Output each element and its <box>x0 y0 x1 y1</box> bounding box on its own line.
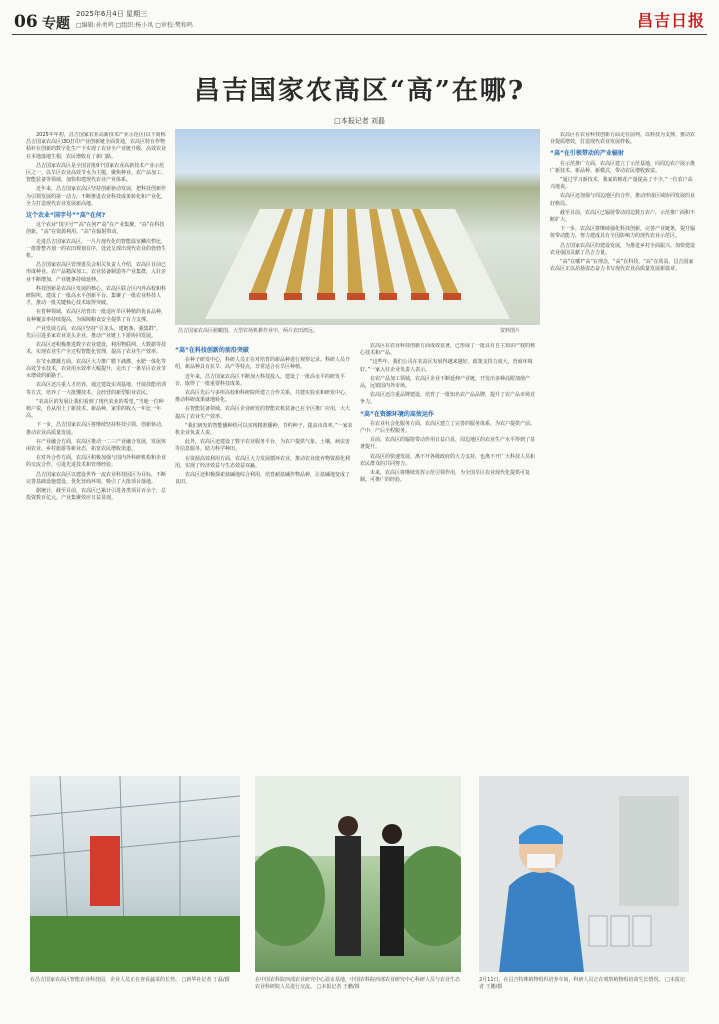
caption-text: 2月11日，在昌吉特殊植物组织培养车间，科研人员正在观察植物组培苗生长情况。 <box>479 977 664 983</box>
paragraph: 在资源高效利用方面，农高区大力发展循环农业，推动农业废弃物资源化利用，实现了经济效益与生态效益双赢。 <box>175 455 351 469</box>
paragraph: 在种子研发中心，科研人员正在对培育的新品种进行观察记录。科研人员介绍，新品种具有抗旱、高产等特点，非常适合在旱区种植。 <box>175 357 351 371</box>
paragraph: “通过学习新技术，我家的棉花产量提高了不少。”一位农户高兴地说。 <box>550 177 693 191</box>
subhead: “高”在资源环境的高效运作 <box>360 410 434 418</box>
paragraph: “农高区的发展让我们看到了现代农业的希望。”当地一位种植户说，自从用上了新技术、新品种，家里的收入一年比一年高。 <box>26 398 164 420</box>
paragraph: 在产业融合方面，农高区推动一二三产业融合发展，发展休闲农业、乡村旅游等新业态，拓宽农民增收渠道。 <box>26 438 166 452</box>
header-rule <box>12 34 707 35</box>
paragraph: 农高区的快速发展，离不开各级政府的大力支持，也离不开广大科技人员和农民群众的共同努力。 <box>360 453 536 467</box>
paragraph: 下一步，农高区将继续强化科技创新，完善产业链条，提升辐射带动能力，努力建成具有全国影响力的现代农业示范区。 <box>550 226 695 240</box>
paragraph: “我们研发的智能播种机可以实现精准播种，节约种子，提高出苗率。”一家农机企业负责人说。 <box>175 422 353 437</box>
page-number: 06 <box>14 12 38 32</box>
paragraph: 农高区还加强与周边地区的合作，推动形成区域协同发展的良好格局。 <box>550 193 695 207</box>
researchers-drawing <box>255 776 461 972</box>
paragraph: 截至目前，农高区已辐射带动周边数万农户，示范推广面积不断扩大。 <box>550 209 695 224</box>
paragraph: 农高区先后与多所高校和科研院所建立合作关系，共建实验室和研发中心，推动科研成果就地转化。 <box>175 390 351 404</box>
page-header <box>0 0 719 34</box>
paragraph: 农高区在农业科技创新方面走在前列，以科技为支撑，推动农业提质增效，打造现代农业发展样板。 <box>550 132 695 146</box>
paragraph: 在智能装备领域，农高区企业研发的智能农机装备已在全区推广应用，大大提高了农业生产效率。 <box>175 406 351 420</box>
lab-greenhouse-photo <box>255 776 461 972</box>
paragraph: 农高区还注重品牌建设，培育了一批知名农产品品牌，提升了农产品市场竞争力。 <box>360 392 536 406</box>
paragraph: 昌吉国家农高区以建设世界一流农业科技园区为目标，不断完善基础设施建设，优化营商环境，吸引了大批项目落地。 <box>26 471 166 485</box>
paragraph: 在农业社会化服务方面，农高区建立了完善的服务体系，为农户提供产前、产中、产后全程服务。 <box>360 420 536 435</box>
main-photo-credit: 资料图片 <box>500 328 521 334</box>
paragraph: 近年来，昌吉国家农高区不断加大科技投入，建设了一批高水平的研发平台，取得了一批重要科技成果。 <box>175 373 346 387</box>
paragraph: 走进昌吉国家农高区，一片片现代化的智能温室鳞次栉比，一排排整齐划一的农田规划有序，处处呈现出现代农业的勃勃生机。 <box>26 238 166 260</box>
paragraph: 近年来，昌吉国家农高区坚持创新驱动发展，把科技创新作为引领发展的第一动力，不断推进农业科技成果转化和产业化，全力打造现代农业发展新高地。 <box>26 186 166 207</box>
paragraph: 在对外合作方面，农高区积极加强与国内外科研机构和企业的交流合作，引进先进技术和管理经验。 <box>26 455 166 469</box>
article-title: 昌吉国家农高区“高”在哪? <box>193 76 526 106</box>
paragraph: “这些年，我们公司在农高区发展得越来越好，政策支持力度大，营商环境好。”一家入驻企业负责人表示。 <box>360 359 533 373</box>
paragraph: 农高区还积极探索盐碱地综合利用，培育耐盐碱作物品种，让盐碱地变成了良田。 <box>175 472 351 486</box>
caption-credit: □本报记者 王鹏/摄 <box>479 977 685 990</box>
article-column-5 <box>550 132 695 762</box>
farm-field-drawing <box>205 199 510 319</box>
article-column-3 <box>175 343 353 763</box>
article-column-4 <box>360 343 538 763</box>
greenhouse-photo <box>30 776 240 972</box>
paragraph: 下一步，昌吉国家农高区将继续坚持科技引领、创新驱动，推动农业高质量发展。 <box>26 422 166 436</box>
photo-caption-3 <box>479 977 689 991</box>
article-byline: □本报记者 刘磊 <box>334 117 385 125</box>
date-line: 2025年6月4日 星期三 <box>76 10 147 18</box>
paragraph: 在示范推广方面，农高区建立了示范基地，向周边农户展示推广新技术、新品种、新模式，带动农民增收致富。 <box>550 160 695 174</box>
paragraph: 农高区还注重人才培养，通过建设实训基地、开展技能培训等方式，培养了一大批懂技术、会经营的新型职业农民。 <box>26 382 166 396</box>
photo-caption-2 <box>255 977 461 991</box>
lab-worker-drawing <box>479 776 689 972</box>
paragraph: 目前，农高区的辐射带动作用日益凸显，周边地区的农业生产水平得到了显著提升。 <box>360 437 536 451</box>
article-column-1 <box>26 132 166 762</box>
newspaper-logo: 昌吉日报 <box>636 11 705 30</box>
paragraph: 在节水灌溉方面，农高区大力推广膜下滴灌、水肥一体化等高效节水技术，农业用水效率大幅提升，走出了一条旱区农业节水增效的新路子。 <box>26 358 166 380</box>
paragraph: 农高区在农业科技创新方面成效显著，已形成了一批具有自主知识产权的核心技术和产品。 <box>360 343 536 357</box>
caption-credit: □本报记者 王鹏/摄 <box>316 984 360 990</box>
editor-line: □编辑:孙勇鸣 □组织:杨小凤 □审校:樊和鸣 <box>76 22 193 29</box>
tissue-culture-photo <box>479 776 689 972</box>
subhead: “高”在科技创新的前沿突破 <box>175 347 249 354</box>
paragraph: 农高区还积极推进数字农业建设，利用物联网、大数据等技术，实现农业生产全过程智能化管理，提高了农业生产效率。 <box>26 342 166 356</box>
paragraph: 未来，农高区将继续发挥示范引领作用，为全国旱区农业现代化提供可复制、可推广的经验。 <box>360 470 531 484</box>
paragraph: 2025年年初，昌吉国家农业高新技术产业示范区(以下简称昌吉国家农高区)3D打印产业创新链全面贯通，农高区特有作物秸秆在创新的数字化生产下实现了农业全产业链升级，高效农业在本地落地生根，农民增收有了新门路。 <box>26 132 166 160</box>
section-name: 专题 <box>42 16 70 32</box>
paragraph: 在育种领域，农高区培育出一批适应旱区种植的优良品种，良种覆盖率持续提高，为保障粮食安全提供了有力支撑。 <box>26 309 166 323</box>
paragraph: 这个农业“国字号”“高”在何?“高”在产业集聚，“高”在科技创新，“高”在资源利用，“高”在辐射带动。 <box>26 222 165 236</box>
photo-caption-1 <box>30 977 240 984</box>
paragraph: 科技创新是农高区发展的核心。农高区联合区内外高校和科研院所，建成了一批高水平创新平台，集聚了一批农业科技人才，推动一批关键核心技术取得突破。 <box>26 285 166 307</box>
paragraph: 昌吉国家农高区管理委员会相关负责人介绍，农高区目前已形成种业、农产品精深加工、农业装备制造等产业集群，入驻企业不断增加，产业链条持续延伸。 <box>26 262 166 283</box>
caption-text: 在昌吉国家农高区智能农业科技园，企业人员正在查看蔬菜的长势。 <box>30 977 181 983</box>
subhead: 这个农业“国字号”“高”在何? <box>26 212 106 220</box>
caption-text: 在中国农科院西部农业研究中心温室基地，中国农科院西部农业研究中心科研人员与农业生态农业科研院人员进行交流。 <box>255 977 461 990</box>
caption-credit: □新华社记者 丁磊/摄 <box>181 977 230 983</box>
paragraph: 昌吉国家农高区的建设发展，为推进乡村全面振兴、加快建设农业强国贡献了昌吉力量。 <box>550 242 695 256</box>
main-photo <box>175 129 540 325</box>
greenhouse-drawing <box>30 776 240 972</box>
paragraph: 此外，农高区还建设了数字农业服务平台，为农户提供气象、土壤、病虫害等信息服务，助力科学种田。 <box>175 439 351 453</box>
subhead: “高”在引领带动的产业辐射 <box>550 150 624 158</box>
paragraph: 在农产品加工领域，农高区企业不断延伸产业链，开发出多种高附加值产品，远销国内外市场。 <box>360 375 531 390</box>
paragraph: 昌吉国家农高区是全国首批9个国家农业高新技术产业示范区之一，以旱区农业高效节水为主题，聚焦种业、农产品加工、智能装备等领域，加快构建现代农业产业体系。 <box>26 162 166 184</box>
paragraph: 据统计，截至目前，农高区已累计引进各类项目百余个，总投资数百亿元，产业集聚效应日益显现。 <box>26 487 166 502</box>
main-photo-caption: 昌吉国家农高区俯瞰图，大型农场机耕作业中，两片农田鸿远。 <box>178 328 319 334</box>
paragraph: 产业发展方面，农高区坚持“引龙头、建链条、强集群”，先后引进多家农业龙头企业，推动产业链上下游协同发展。 <box>26 325 162 340</box>
paragraph: “高”在哪?“高”在理念，“高”在科技，“高”在效益。昌吉国家农高区正以昂扬姿态奋力书写现代农业高质量发展新篇章。 <box>550 259 694 273</box>
